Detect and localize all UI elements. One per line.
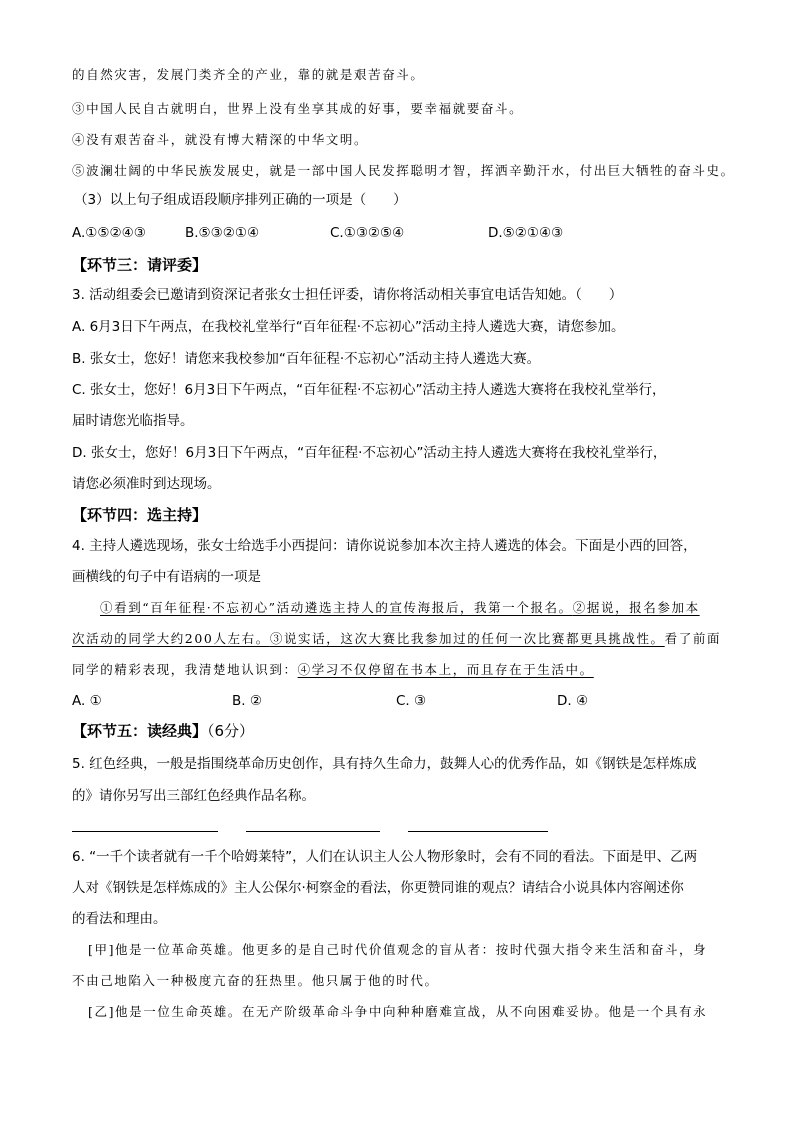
question-4: 4. 主持人遴选现场，张女士给选手小西提问：请你说说参加本次主持人遴选的体会。下面是小西的回答， [72, 538, 697, 554]
option-d-cont: 请您必须准时到达现场。 [72, 476, 221, 492]
opinion-yi: [乙]他是一位生命英雄。在无产阶级革命斗争中向种种磨难宣战，从不向困难妥协。他是一个具有永 [88, 1004, 708, 1019]
passage-text: 看了前面 [664, 631, 722, 646]
option-a: A. ① [72, 693, 102, 709]
passage-line [72, 630, 721, 648]
underlined-sentence-2: ②据说，报名参加本 [572, 600, 700, 615]
question-6-cont: 人对《钢铁是怎样炼成的》主人公保尔·柯察金的看法，你更赞同谁的观点？请结合小说具体内容阐述你 [72, 880, 684, 896]
question-4-cont: 画横线的句子中有语病的一项是 [72, 569, 261, 585]
passage-text: 同学的精彩表现，我清楚地认识到： [72, 662, 298, 677]
answer-blank-3[interactable] [408, 831, 548, 832]
option-d: D. ④ [557, 693, 589, 709]
section-title: 【环节五：读经典】 [72, 722, 208, 740]
opinion-jia: [甲]他是一位革命英雄。他更多的是自己时代价值观念的盲从者：按时代强大指令来生活和奋斗，身 [88, 942, 708, 957]
question-6: 6. “一千个读者就有一千个哈姆莱特”，人们在认识主人公人物形象时，会有不同的看法。下面是甲、乙两 [72, 849, 698, 865]
question-6-cont: 的看法和理由。 [72, 911, 167, 927]
answer-blank-1[interactable] [72, 831, 218, 832]
sentence-4: ④没有艰苦奋斗，就没有博大精深的中华文明。 [72, 132, 369, 147]
option-a: A.①⑤②④③ [72, 225, 146, 241]
q3-sub-stem: （3）以上句子组成语段顺序排列正确的一项是（ ） [74, 192, 407, 208]
underlined-sentence-2-cont: 次活动的同学大约200人左右。 [72, 631, 270, 646]
question-5: 5. 红色经典，一般是指围绕革命历史创作，具有持久生命力，鼓舞人心的优秀作品，如《钢铁是怎样炼成 [72, 756, 697, 772]
option-d: D. 张女士，您好！6月3日下午两点，“百年征程·不忘初心”活动主持人遴选大赛将在我校礼堂举行， [72, 445, 667, 461]
section-heading: 【环节四：选主持】 [72, 506, 208, 524]
passage-line [72, 661, 594, 679]
option-c-cont: 届时请您光临指导。 [72, 413, 194, 429]
option-b: B. ② [232, 693, 262, 709]
opinion-jia-cont: 不由己地陷入一种极度亢奋的狂热里。他只属于他的时代。 [72, 973, 439, 988]
option-b: B. 张女士，您好！请您来我校参加“百年征程·不忘初心”活动主持人遴选大赛。 [72, 351, 541, 367]
option-a: A. 6月3日下午两点，在我校礼堂举行“百年征程·不忘初心”活动主持人遴选大赛，请您参加。 [72, 319, 625, 335]
text-line: 的自然灾害，发展门类齐全的产业，靠的就是艰苦奋斗。 [72, 67, 425, 82]
option-c: C. ③ [396, 693, 427, 709]
option-c: C. 张女士，您好！6月3日下午两点，“百年征程·不忘初心”活动主持人遴选大赛将在我校礼堂举行， [72, 382, 666, 398]
underlined-sentence-1: ①看到“百年征程·不忘初心”活动遴选主持人的宣传海报后，我第一个报名。 [100, 600, 573, 615]
section-score: （6分） [207, 722, 255, 740]
passage-line [100, 599, 700, 617]
option-b: B.⑤③②①④ [185, 225, 260, 241]
question-5-cont: 的》请你另写出三部红色经典作品名称。 [72, 788, 315, 804]
underlined-sentence-4: ④学习不仅停留在书本上，而且存在于生活中。 [297, 662, 594, 677]
sentence-3: ③中国人民自古就明白，世界上没有坐享其成的好事，要幸福就要奋斗。 [72, 101, 524, 116]
answer-blank-2[interactable] [246, 831, 380, 832]
question-3: 3. 活动组委会已邀请到资深记者张女士担任评委，请你将活动相关事宜电话告知她。（ ） [72, 287, 623, 303]
section-heading: 【环节三：请评委】 [72, 256, 208, 274]
option-d: D.⑤②①④③ [488, 225, 564, 241]
option-c: C.①③②⑤④ [330, 225, 405, 241]
section-heading [72, 722, 254, 740]
sentence-5: ⑤波澜壮阔的中华民族发展史，就是一部中国人民发挥聪明才智，挥洒辛勤汗水，付出巨大牺牲的奋斗史。 [72, 163, 735, 178]
underlined-sentence-3: ③说实话，这次大赛比我参加过的任何一次比赛都更具挑战性。 [269, 631, 665, 646]
